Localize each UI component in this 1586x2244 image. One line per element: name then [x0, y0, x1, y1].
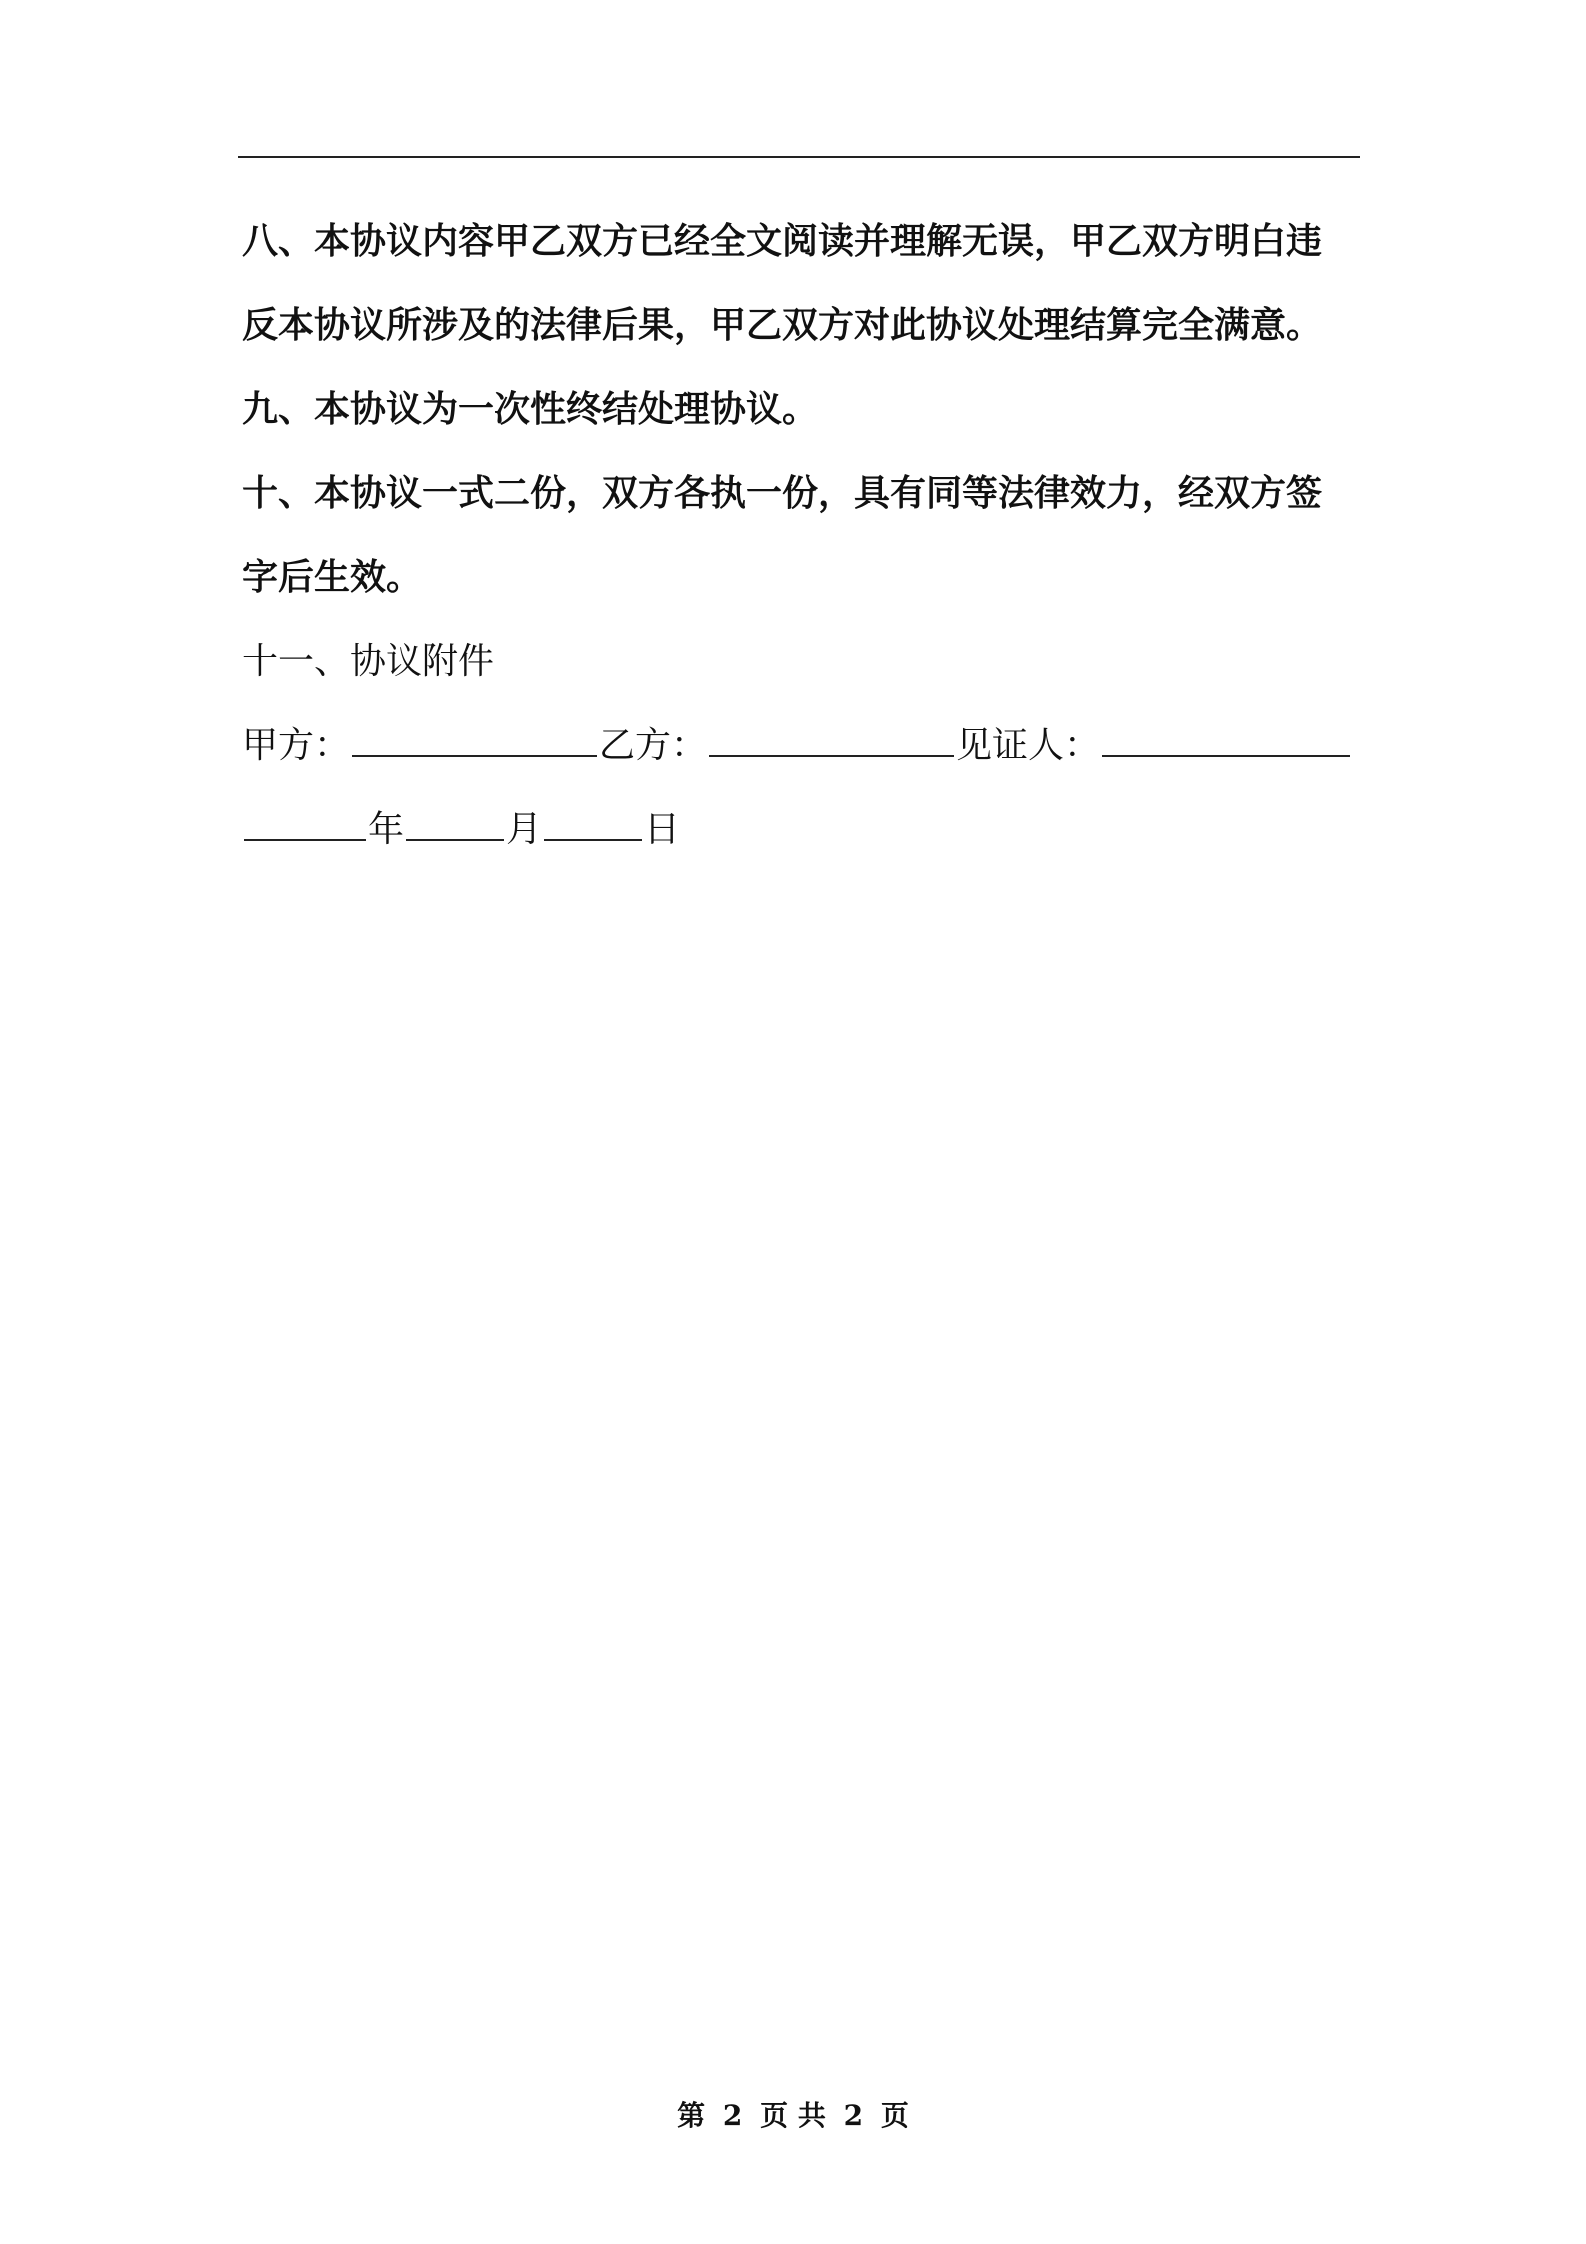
- date-row: [242, 788, 1357, 872]
- witness-label: 见证人：: [956, 725, 1101, 766]
- day-blank[interactable]: [544, 839, 642, 841]
- party-b-label: 乙方：: [599, 725, 708, 766]
- page-footer: [0, 2094, 1586, 2134]
- party-b-blank[interactable]: [709, 755, 954, 757]
- footer-total-pages: 2: [843, 2099, 864, 2132]
- year-label: 年: [368, 809, 405, 850]
- footer-suffix: 页: [880, 2099, 909, 2132]
- footer-middle: 页 共: [760, 2099, 826, 2132]
- footer-page-number: 2: [722, 2099, 743, 2132]
- header-rule: [238, 156, 1360, 158]
- witness-blank[interactable]: [1102, 755, 1350, 757]
- signature-row: [242, 704, 1357, 788]
- clause-10-line-2: 字后生效。: [242, 557, 423, 598]
- footer-prefix: 第: [677, 2099, 706, 2132]
- month-label: 月: [506, 809, 543, 850]
- party-a-label: 甲方：: [242, 725, 351, 766]
- party-a-blank[interactable]: [352, 755, 597, 757]
- clause-11: 十一、协议附件: [242, 641, 495, 682]
- day-label: 日: [644, 809, 681, 850]
- clause-8-line-1: 八、本协议内容甲乙双方已经全文阅读并理解无误，甲乙双方明白违: [242, 221, 1323, 262]
- clause-8-line-2: 反本协议所涉及的法律后果，甲乙双方对此协议处理结算完全满意。: [242, 305, 1323, 346]
- clause-9: 九、本协议为一次性终结处理协议。: [242, 389, 819, 430]
- year-blank[interactable]: [244, 839, 366, 841]
- document-body: [242, 200, 1357, 872]
- clause-10-line-1: 十、本协议一式二份，双方各执一份，具有同等法律效力，经双方签: [242, 473, 1323, 514]
- month-blank[interactable]: [406, 839, 504, 841]
